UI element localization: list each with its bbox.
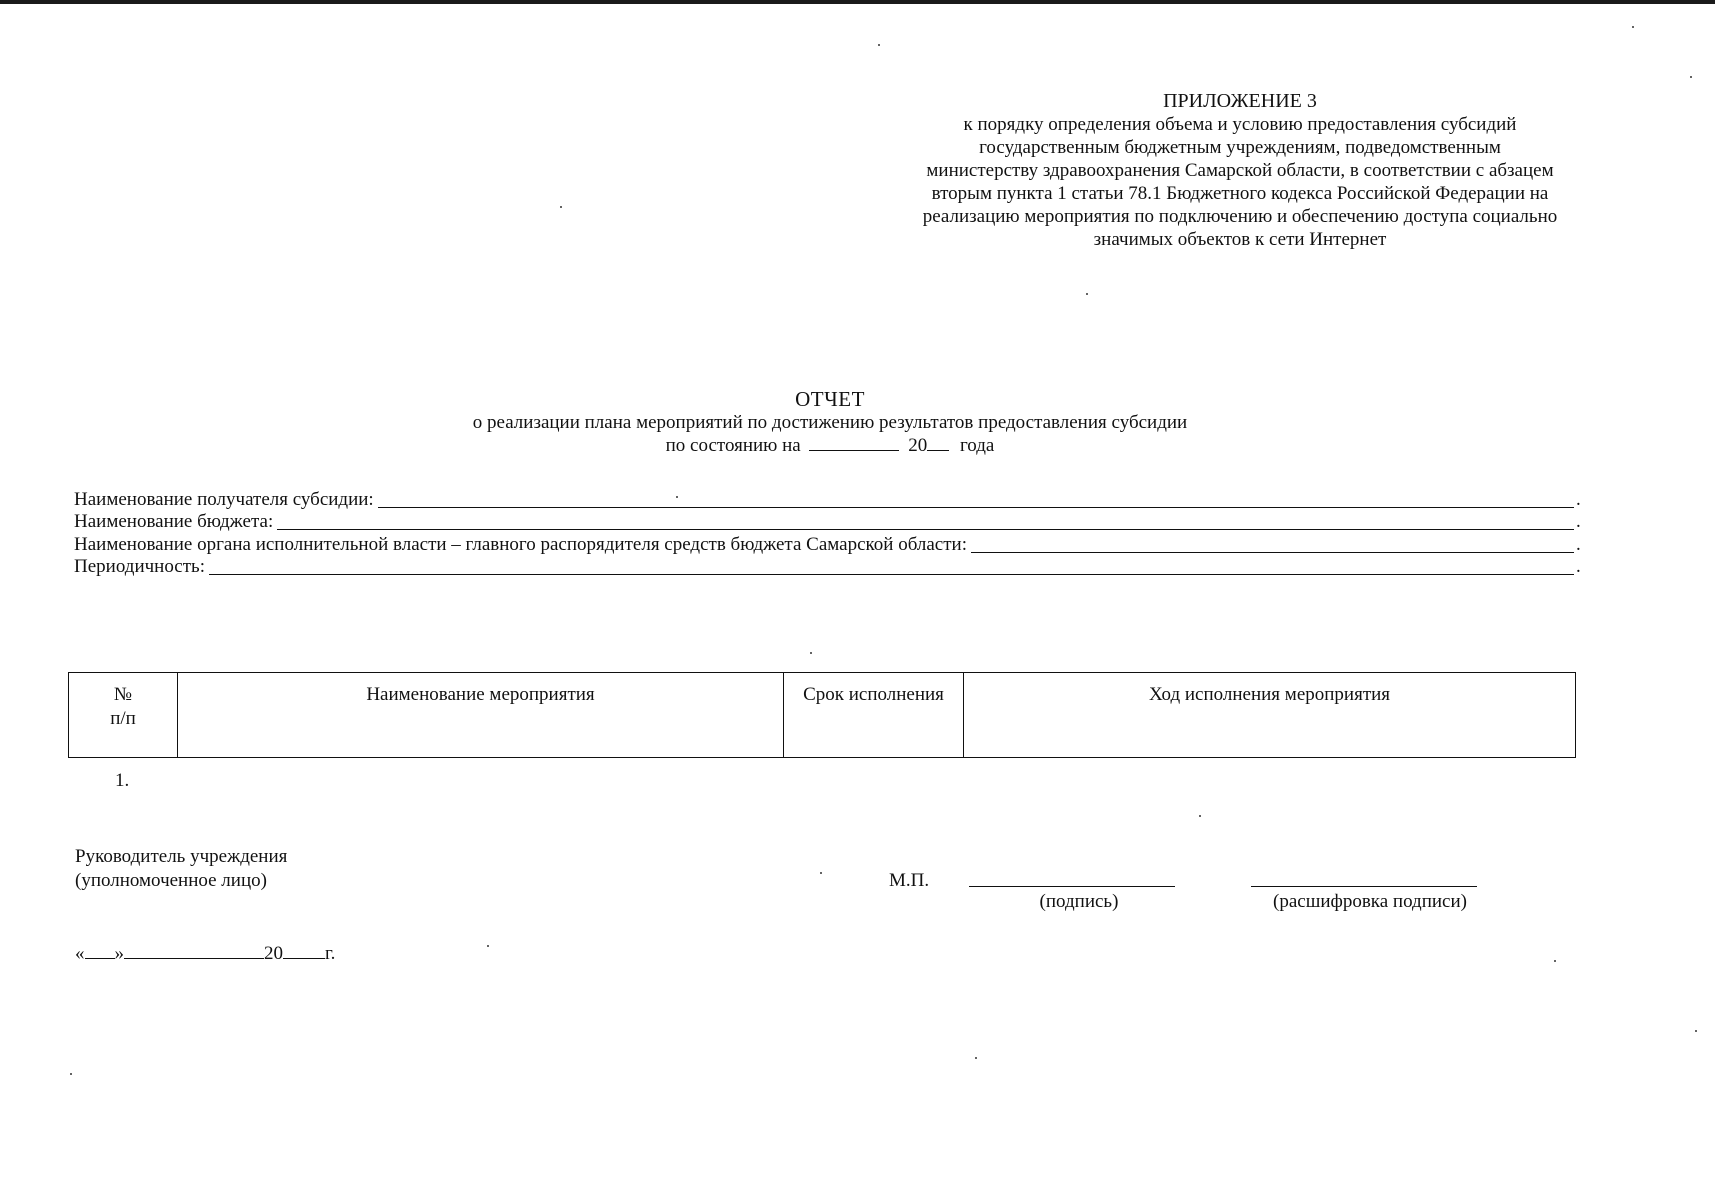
- activities-table: [68, 672, 1576, 758]
- budget-field: [74, 511, 1584, 534]
- recipient-label: Наименование получателя субсидии:: [74, 488, 374, 510]
- report-heading: [330, 388, 1330, 457]
- scan-speck: [1632, 26, 1634, 28]
- field-period: .: [1576, 556, 1581, 577]
- date-month-blank[interactable]: [124, 942, 264, 959]
- scan-speck: [1690, 76, 1692, 78]
- signature-line[interactable]: [969, 886, 1175, 887]
- signature-decode-caption: (расшифровка подписи): [1273, 891, 1467, 912]
- header-activity-name: Наименование мероприятия: [178, 673, 784, 757]
- signer-block: [75, 845, 287, 893]
- report-title: ОТЧЕТ: [795, 387, 865, 411]
- scan-speck: [676, 496, 678, 498]
- appendix-line: реализацию мероприятия по подключению и обеспечению доступа социально: [922, 206, 1558, 227]
- periodicity-field: [74, 556, 1584, 579]
- recipient-field: [74, 488, 1584, 511]
- header-progress: Ход исполнения мероприятия: [1148, 684, 1391, 705]
- report-date-blank[interactable]: [809, 434, 899, 451]
- date-year-suffix: г.: [325, 943, 336, 964]
- scan-speck: [1554, 960, 1556, 962]
- report-date-line: [330, 434, 1330, 457]
- signature-decode-line[interactable]: [1251, 886, 1477, 887]
- periodicity-label: Периодичность:: [74, 556, 205, 577]
- report-date-suffix: года: [959, 435, 995, 456]
- field-period: .: [1576, 533, 1581, 555]
- scan-speck: [487, 945, 489, 947]
- authority-label: Наименование органа исполнительной власти – главного распорядителя средств бюджета Самарской области:: [74, 533, 967, 555]
- report-date-prefix: по состоянию на: [665, 435, 801, 456]
- recipient-input-line[interactable]: [378, 489, 1574, 508]
- page-top-border: [0, 0, 1715, 4]
- scan-speck: [1086, 293, 1088, 295]
- table-row-number: 1.: [115, 770, 130, 791]
- appendix-title: ПРИЛОЖЕНИЕ 3: [1163, 90, 1317, 112]
- date-year-blank[interactable]: [283, 942, 325, 959]
- signer-subtitle: (уполномоченное лицо): [75, 870, 267, 891]
- scan-speck: [820, 872, 822, 874]
- appendix-line: государственным бюджетным учреждениям, подведомственным: [979, 137, 1501, 158]
- scan-speck: [878, 44, 880, 46]
- scan-speck: [975, 1057, 977, 1059]
- appendix-line: к порядку определения объема и условию предоставления субсидий: [963, 114, 1517, 135]
- date-year-prefix: 20: [264, 943, 283, 964]
- field-period: .: [1576, 511, 1581, 532]
- field-period: .: [1576, 488, 1581, 510]
- appendix-header: [880, 90, 1600, 251]
- signature-date: [75, 942, 335, 965]
- budget-input-line[interactable]: [277, 511, 1574, 530]
- header-number-line1: №: [113, 684, 133, 705]
- report-date-year: 20: [908, 435, 928, 456]
- scan-speck: [560, 206, 562, 208]
- appendix-line: министерству здравоохранения Самарской области, в соответствии с абзацем: [926, 160, 1554, 181]
- scan-speck: [1695, 1030, 1697, 1032]
- periodicity-input-line[interactable]: [209, 556, 1574, 575]
- report-subtitle: о реализации плана мероприятий по достижению результатов предоставления субсидии: [472, 412, 1188, 433]
- scan-speck: [70, 1073, 72, 1075]
- appendix-line: вторым пункта 1 статьи 78.1 Бюджетного кодекса Российской Федерации на: [931, 183, 1549, 204]
- scan-speck: [1199, 815, 1201, 817]
- appendix-line: значимых объектов к сети Интернет: [1093, 229, 1387, 250]
- stamp-placeholder: М.П.: [889, 870, 930, 891]
- header-number: [69, 673, 178, 757]
- authority-field: [74, 533, 1584, 556]
- date-open-quote: «: [75, 943, 85, 964]
- budget-label: Наименование бюджета:: [74, 511, 274, 532]
- signature-caption: (подпись): [1039, 891, 1119, 912]
- signer-title: Руководитель учреждения: [75, 846, 288, 867]
- header-deadline: Срок исполнения: [784, 673, 964, 757]
- date-day-blank[interactable]: [85, 942, 115, 959]
- report-year-blank[interactable]: [927, 434, 949, 451]
- header-number-line2: п/п: [110, 708, 136, 729]
- authority-input-line[interactable]: [971, 534, 1574, 553]
- form-fields: [74, 488, 1584, 578]
- scan-speck: [810, 652, 812, 654]
- date-close-quote: »: [114, 943, 124, 964]
